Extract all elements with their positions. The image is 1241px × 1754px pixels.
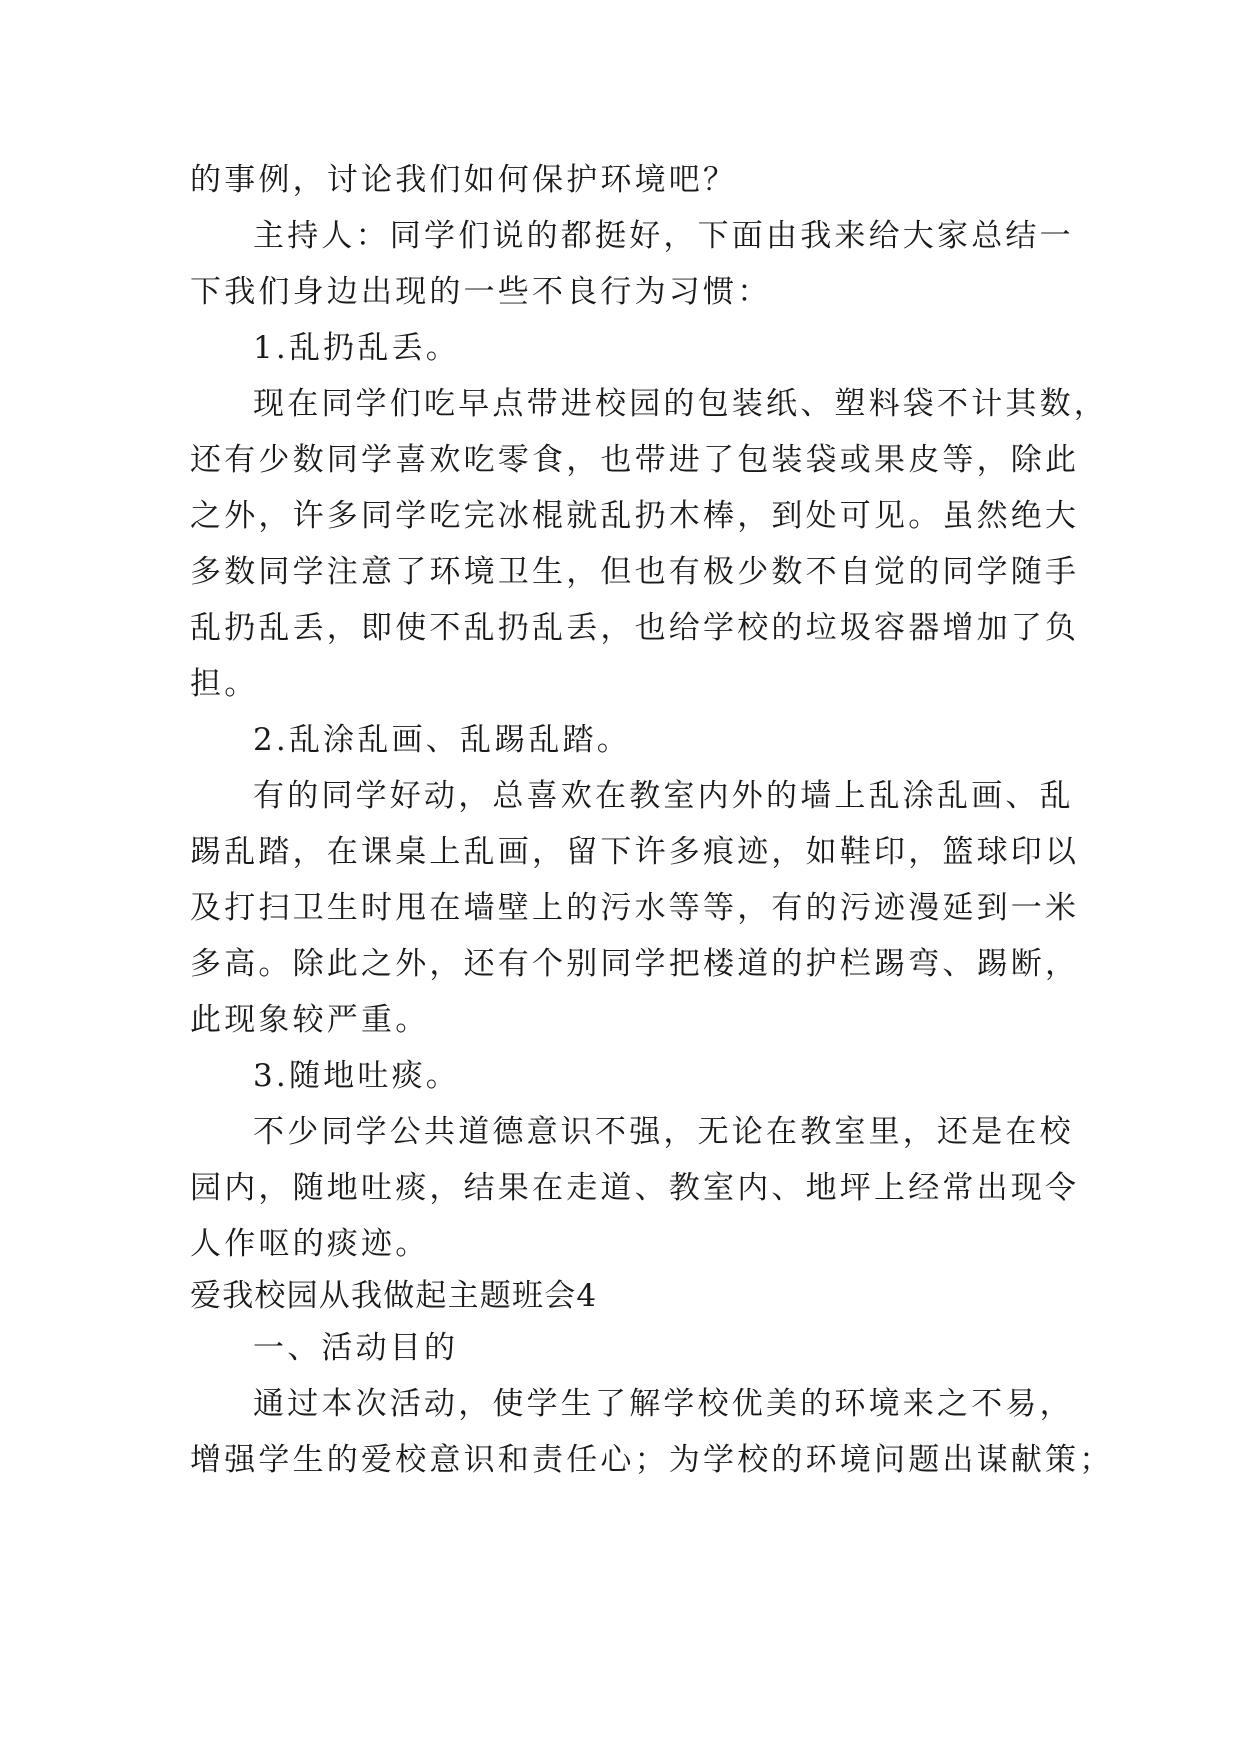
- list-item-heading: 1.乱扔乱丢。: [253, 330, 460, 366]
- paragraph-line: 之外，许多同学吃完冰棍就乱扔木棒，到处可见。虽然绝大: [190, 498, 1080, 534]
- section-heading: 一、活动目的: [253, 1330, 459, 1366]
- paragraph-line: 通过本次活动，使学生了解学校优美的环境来之不易，: [253, 1386, 1074, 1422]
- paragraph-line: 踢乱踏，在课桌上乱画，留下许多痕迹，如鞋印，篮球印以: [190, 834, 1080, 870]
- paragraph-line: 担。: [190, 666, 259, 702]
- paragraph-line: 多数同学注意了环境卫生，但也有极少数不自觉的同学随手: [190, 554, 1080, 590]
- list-item-heading: 2.乱涂乱画、乱踢乱踏。: [253, 722, 631, 758]
- list-item-heading: 3.随地吐痰。: [253, 1058, 460, 1094]
- paragraph-line: 多高。除此之外，还有个别同学把楼道的护栏踢弯、踢断，: [190, 946, 1080, 982]
- section-title: 爱我校园从我做起主题班会4: [190, 1278, 598, 1314]
- paragraph-line: 人作呕的痰迹。: [190, 1226, 430, 1262]
- paragraph-line: 主持人：同学们说的都挺好，下面由我来给大家总结一: [253, 218, 1074, 254]
- paragraph-line: 现在同学们吃早点带进校园的包装纸、塑料袋不计其数，: [253, 386, 1108, 422]
- paragraph-line: 园内，随地吐痰，结果在走道、教室内、地坪上经常出现令: [190, 1170, 1080, 1206]
- paragraph-line: 及打扫卫生时甩在墙壁上的污水等等，有的污迹漫延到一米: [190, 890, 1080, 926]
- paragraph-line: 增强学生的爱校意识和责任心；为学校的环境问题出谋献策；: [190, 1442, 1114, 1478]
- paragraph-line: 的事例，讨论我们如何保护环境吧？: [190, 162, 738, 198]
- paragraph-line: 此现象较严重。: [190, 1002, 430, 1038]
- paragraph-line: 不少同学公共道德意识不强，无论在教室里，还是在校: [253, 1114, 1074, 1150]
- paragraph-line: 乱扔乱丢，即使不乱扔乱丢，也给学校的垃圾容器增加了负: [190, 610, 1080, 646]
- paragraph-line: 有的同学好动，总喜欢在教室内外的墙上乱涂乱画、乱: [253, 778, 1074, 814]
- paragraph-line: 还有少数同学喜欢吃零食，也带进了包装袋或果皮等，除此: [190, 442, 1080, 478]
- paragraph-line: 下我们身边出现的一些不良行为习惯：: [190, 274, 772, 310]
